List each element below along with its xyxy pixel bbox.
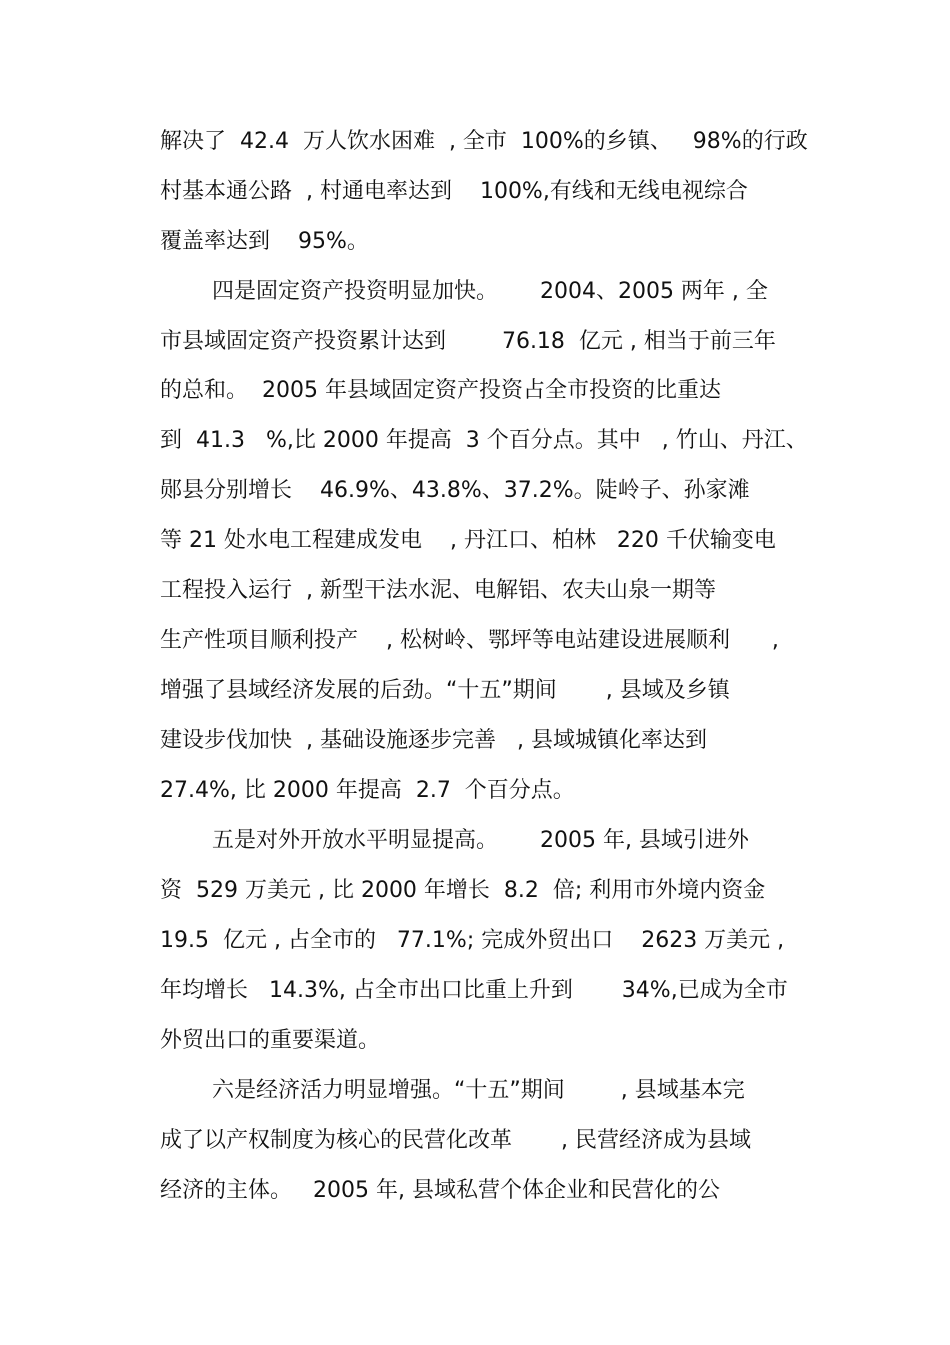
text-line: 村基本通公路 , 村通电率达到 100%,有线和无线电视综合 [160,179,748,204]
text-line: 经济的主体。 2005 年, 县域私营个体企业和民营化的公 [160,1178,720,1203]
paragraph-start-line: 四是固定资产投资明显加快。 2004、2005 两年 , 全 [212,279,768,304]
text-line: 等 21 处水电工程建成发电 , 丹江口、柏林 220 千伏输变电 [160,528,776,553]
text-line: 建设步伐加快 , 基础设施逐步完善 , 县域城镇化率达到 [160,728,707,753]
text-line: 资 529 万美元 , 比 2000 年增长 8.2 倍; 利用市外境内资金 [160,878,766,903]
text-line: 增强了县域经济发展的后劲。“十五”期间 , 县域及乡镇 [160,678,730,703]
text-line: 生产性项目顺利投产 , 松树岭、鄂坪等电站建设进展顺利 , [160,628,779,653]
paragraph-start-line: 六是经济活力明显增强。“十五”期间 , 县域基本完 [212,1078,745,1103]
text-line: 到 41.3 %,比 2000 年提高 3 个百分点。其中 , 竹山、丹江、 [160,428,808,453]
text-line: 郧县分别增长 46.9%、43.8%、37.2%。陡岭子、孙家滩 [160,478,750,503]
text-line: 年均增长 14.3%, 占全市出口比重上升到 34%,已成为全市 [160,978,788,1003]
text-line: 解决了 42.4 万人饮水困难 , 全市 100%的乡镇、 98%的行政 [160,129,808,154]
paragraph-start-line: 五是对外开放水平明显提高。 2005 年, 县域引进外 [212,828,749,853]
text-line: 外贸出口的重要渠道。 [160,1028,381,1053]
text-line: 27.4%, 比 2000 年提高 2.7 个百分点。 [160,778,575,803]
text-line: 覆盖率达到 95%。 [160,229,369,254]
text-line: 的总和。 2005 年县域固定资产投资占全市投资的比重达 [160,378,721,403]
text-line: 市县域固定资产投资累计达到 76.18 亿元 , 相当于前三年 [160,329,776,354]
text-line: 工程投入运行 , 新型干法水泥、电解铝、农夫山泉一期等 [160,578,716,603]
text-line: 19.5 亿元 , 占全市的 77.1%; 完成外贸出口 2623 万美元 , [160,928,785,953]
text-line: 成了以产权制度为核心的民营化改革 , 民营经济成为县域 [160,1128,751,1153]
